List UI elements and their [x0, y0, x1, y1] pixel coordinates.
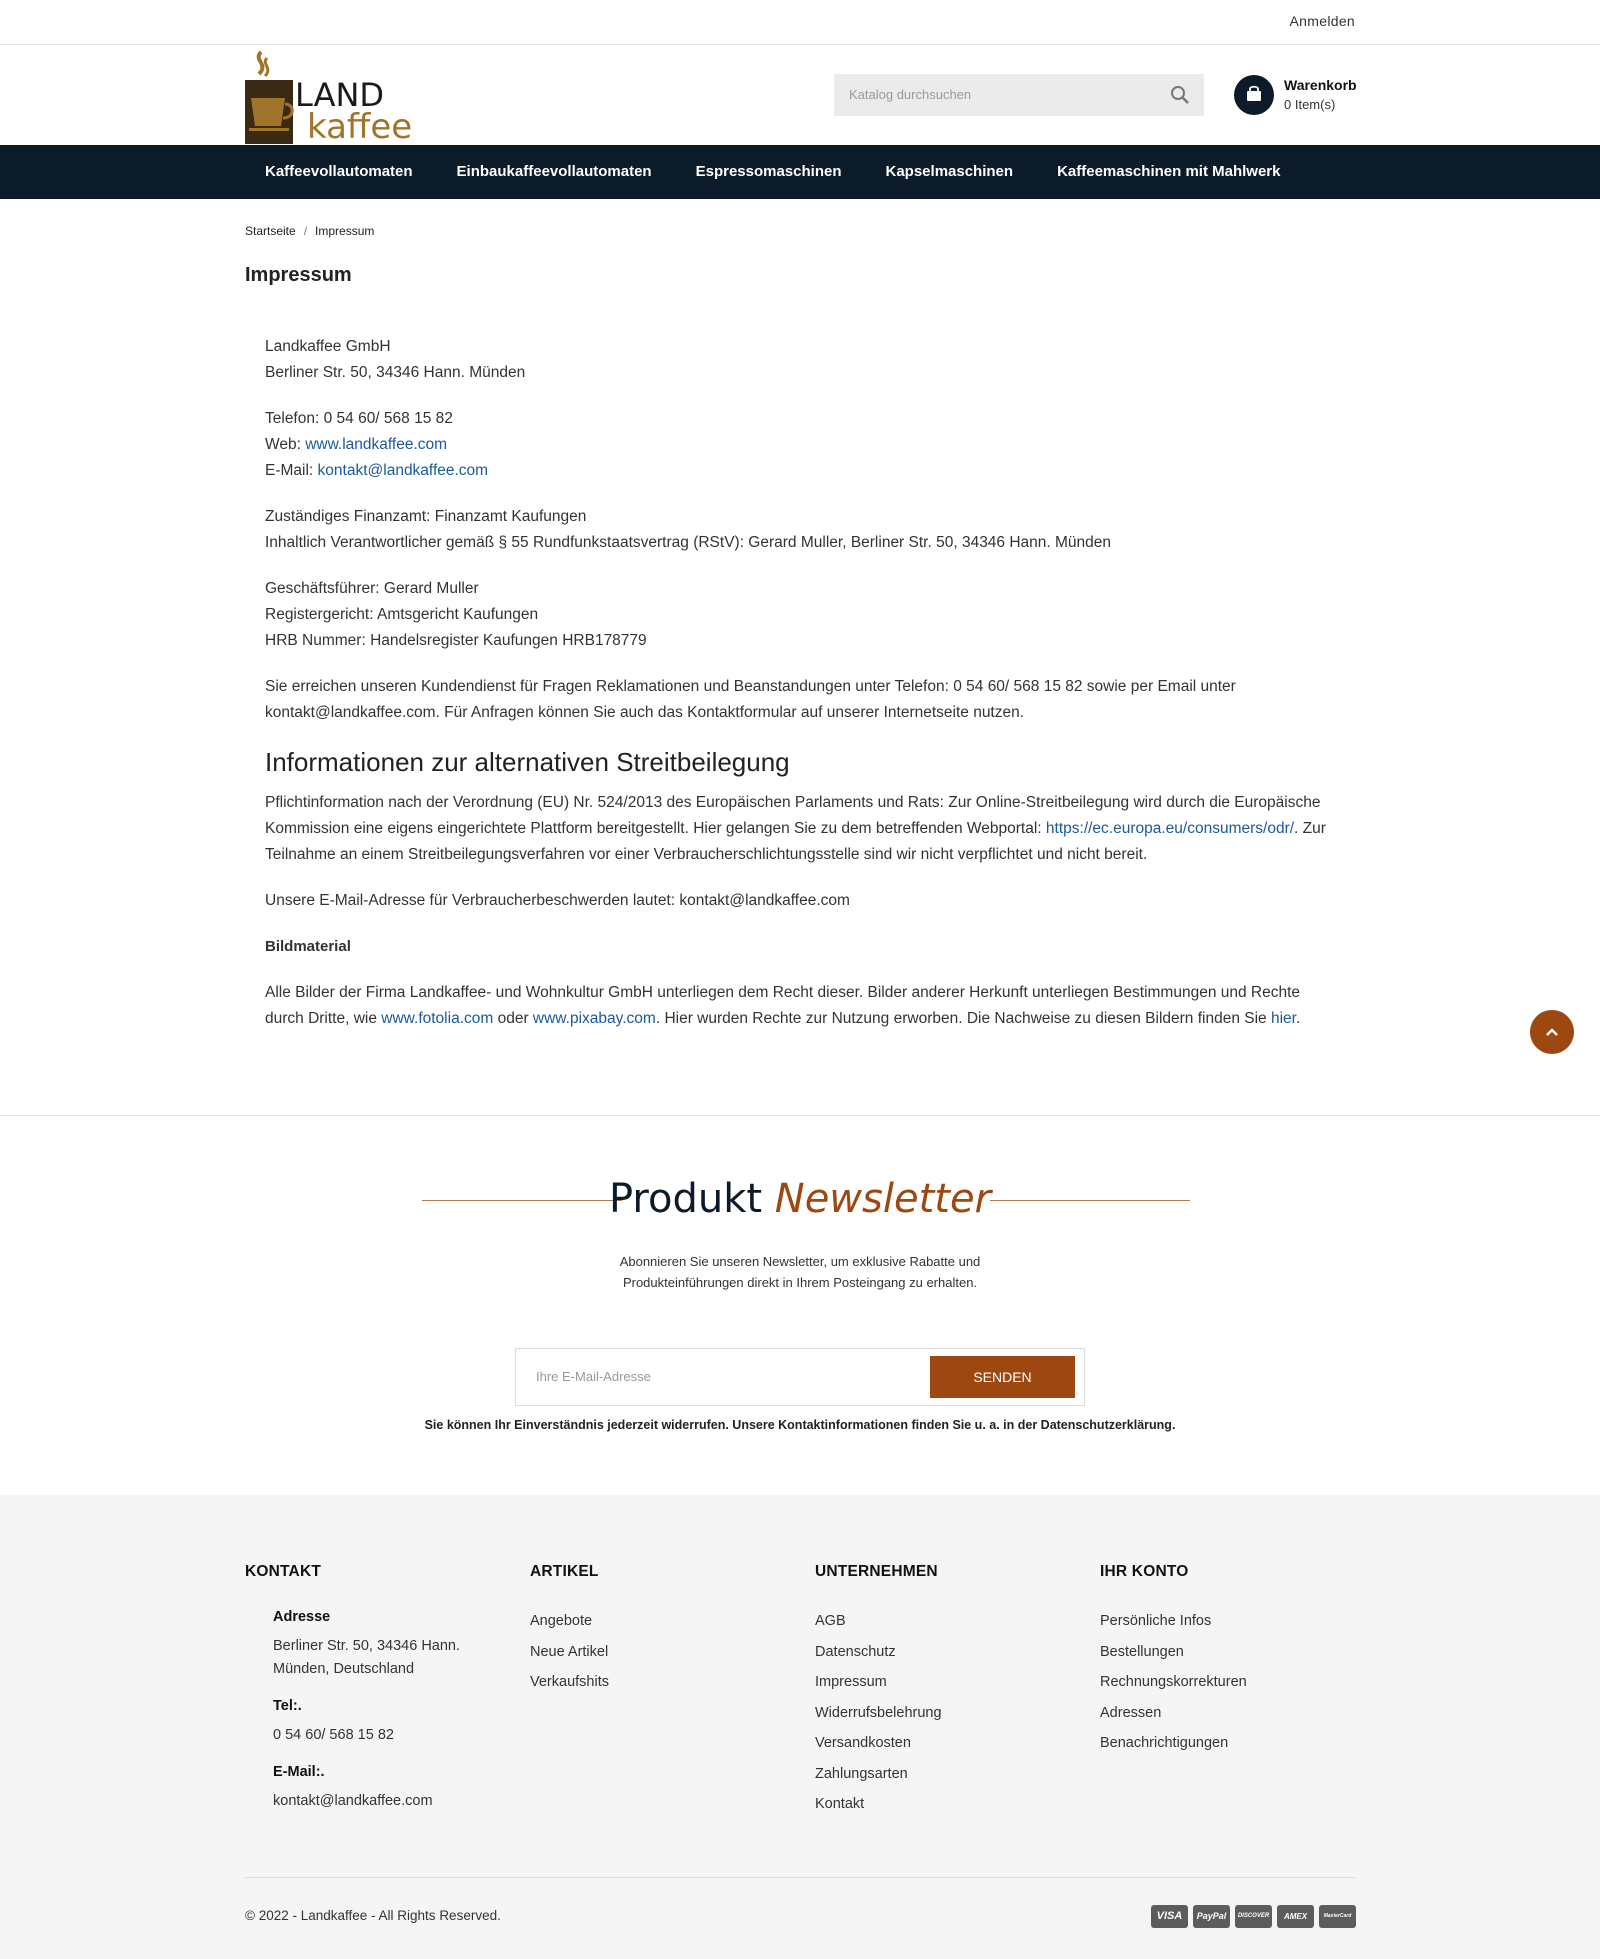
tax-block: Zuständiges Finanzamt: Finanzamt Kaufungen Inhaltlich Verantwortlicher gemäß § 55 Rundfunkstaatsvertrag (RStV): Gerard Muller, Berliner Str. 50, 34346 Hann. Münden	[265, 508, 1112, 551]
footer-link-angebote[interactable]: Angebote	[530, 1613, 593, 1629]
streit-heading: Informationen zur alternativen Streitbeilegung	[265, 747, 790, 777]
amex-icon: AMEX	[1277, 1905, 1314, 1928]
footer-link-neue-artikel[interactable]: Neue Artikel	[530, 1643, 609, 1660]
top-bar	[0, 0, 1600, 45]
nav-item-kapselmaschinen[interactable]: Kapselmaschinen	[885, 163, 1014, 180]
newsletter-title: Produkt Newsletter	[609, 1176, 991, 1222]
newsletter-consent-note: Sie können Ihr Einverständnis jederzeit widerrufen. Unsere Kontaktinformationen finden Sie u. a. in der Datenschutzerklärung.	[424, 1418, 1176, 1432]
footer-konto	[1100, 1563, 1360, 1759]
search-icon[interactable]	[1170, 85, 1190, 105]
shopping-bag-icon[interactable]	[1234, 75, 1274, 115]
landkaffee-logo[interactable]	[245, 48, 445, 144]
nav-item-espressomaschinen[interactable]: Espressomaschinen	[695, 163, 842, 180]
breadcrumb-home[interactable]: Startseite	[245, 224, 296, 238]
register-block: Geschäftsführer: Gerard Muller Registergericht: Amtsgericht Kaufungen HRB Nummer: Handelsregister Kaufungen HRB178779	[265, 580, 647, 649]
footer-link-versandkosten[interactable]: Versandkosten	[815, 1735, 911, 1751]
cart-count: 0 Item(s)	[1284, 97, 1336, 112]
footer-link-verkaufshits[interactable]: Verkaufshits	[530, 1674, 609, 1690]
beschwerde-text: Unsere E-Mail-Adresse für Verbraucherbeschwerden lautet: kontakt@landkaffee.com	[265, 892, 850, 909]
paypal-icon: PayPal	[1193, 1905, 1230, 1928]
footer-link-kontakt[interactable]: Kontakt	[815, 1796, 865, 1812]
impressum-content	[265, 334, 1340, 1052]
pixabay-link[interactable]: www.pixabay.com	[532, 1010, 656, 1027]
nav-item-einbaukaffeevollautomaten[interactable]: Einbaukaffeevollautomaten	[456, 163, 652, 180]
company-name: Landkaffee GmbH	[265, 338, 391, 355]
newsletter-submit-button[interactable]: SENDEN	[930, 1356, 1075, 1398]
footer-contact	[245, 1563, 505, 1813]
kundendienst-text: Sie erreichen unseren Kundendienst für Fragen Reklamationen und Beanstandungen unter Telefon: 0 54 60/ 568 15 82 sowie per Email unter kontakt@landkaffee.com. Für Anfragen können Sie auch das Kontaktformular auf unserer Internetseite nutzen.	[265, 678, 1236, 721]
visa-icon: VISA	[1151, 1905, 1188, 1928]
footer-link-agb[interactable]: AGB	[815, 1613, 846, 1629]
cart-label: Warenkorb	[1284, 77, 1357, 93]
streit-text: Pflichtinformation nach der Verordnung (EU) Nr. 524/2013 des Europäischen Parlaments und Rats: Zur Online-Streitbeilegung wird durch die Europäische Kommission eine eigens eingerichtete Plattform bereitgestellt. Hier gelangen Sie zu dem betreffenden Webportal: https://ec.europa.eu/consumers/odr/. Zur Teilnahme an einem Streitbeilegungsverfahren vor einer Verbraucherschlichtungsstelle sind wir nicht verpflichtet und nicht bereit.	[265, 794, 1326, 863]
main-nav	[0, 145, 1600, 199]
newsletter-email-input[interactable]: Ihre E-Mail-Adresse	[536, 1369, 651, 1384]
login-link[interactable]: Anmelden	[1289, 13, 1355, 29]
mastercard-icon: MasterCard	[1319, 1905, 1356, 1928]
nav-item-kaffeemaschinen-mit-mahlwerk[interactable]: Kaffeemaschinen mit Mahlwerk	[1057, 163, 1281, 180]
header	[245, 45, 1355, 145]
bildmaterial-text: Alle Bilder der Firma Landkaffee- und Wohnkultur GmbH unterliegen dem Recht dieser. Bilder anderer Herkunft unterliegen Bestimmungen und Rechte durch Dritte, wie www.fotolia.com oder www.pixabay.com. Hier wurden Rechte zur Nutzung erworben. Die Nachweise zu diesen Bildern finden Sie hier.	[265, 984, 1301, 1027]
address-label: Adresse	[273, 1609, 331, 1625]
footer-unternehmen	[815, 1563, 1075, 1820]
footer-link-adressen[interactable]: Adressen	[1100, 1704, 1162, 1721]
footer-unternehmen-heading: UNTERNEHMEN	[815, 1563, 938, 1580]
svg-text:LAND: LAND	[295, 76, 385, 114]
newsletter-description: Abonnieren Sie unseren Newsletter, um exklusive Rabatte und Produkteinführungen direkt in Ihrem Posteingang zu erhalten.	[619, 1254, 981, 1290]
footer-konto-heading: IHR KONTO	[1100, 1563, 1189, 1580]
web-link[interactable]: www.landkaffee.com	[305, 436, 448, 453]
tel-label: Tel:.	[273, 1698, 302, 1714]
fotolia-link[interactable]: www.fotolia.com	[381, 1010, 494, 1027]
footer-artikel-heading: ARTIKEL	[530, 1563, 599, 1580]
footer-contact-heading: KONTAKT	[245, 1563, 322, 1580]
svg-text:kaffee: kaffee	[307, 107, 413, 144]
footer-address: Berliner Str. 50, 34346 Hann. Münden, Deutschland	[273, 1638, 461, 1677]
company-address: Berliner Str. 50, 34346 Hann. Münden	[265, 364, 526, 381]
footer-divider	[245, 1877, 1355, 1878]
footer-email[interactable]: kontakt@landkaffee.com	[273, 1793, 433, 1809]
email-label: E-Mail:.	[273, 1764, 325, 1780]
email-link[interactable]: kontakt@landkaffee.com	[317, 462, 489, 479]
footer-link-impressum[interactable]: Impressum	[815, 1674, 887, 1690]
odr-link[interactable]: https://ec.europa.eu/consumers/odr/	[1045, 820, 1295, 837]
contact-block: Telefon: 0 54 60/ 568 15 82 Web: www.landkaffee.com E-Mail: kontakt@landkaffee.com	[265, 410, 489, 479]
footer-link-rechnungskorrekturen[interactable]: Rechnungskorrekturen	[1100, 1674, 1247, 1690]
breadcrumb-current: Impressum	[315, 224, 375, 238]
breadcrumb: Startseite / Impressum	[245, 224, 375, 238]
footer-link-persoenliche-infos[interactable]: Persönliche Infos	[1100, 1613, 1212, 1629]
search-bar[interactable]	[834, 74, 1204, 116]
copyright: © 2022 - Landkaffee - All Rights Reserved.	[245, 1908, 501, 1923]
nav-item-kaffeevollautomaten[interactable]: Kaffeevollautomaten	[265, 163, 413, 180]
payment-methods	[1151, 1905, 1356, 1928]
phone-text: Telefon: 0 54 60/ 568 15 82	[265, 410, 453, 427]
footer-link-datenschutz[interactable]: Datenschutz	[815, 1643, 896, 1660]
footer-link-bestellungen[interactable]: Bestellungen	[1100, 1643, 1184, 1660]
footer-link-benachrichtigungen[interactable]: Benachrichtigungen	[1100, 1735, 1229, 1751]
footer-artikel	[530, 1563, 790, 1698]
main-content	[245, 199, 1355, 1119]
newsletter-section	[0, 1115, 1600, 1495]
chevron-up-icon	[1544, 1024, 1560, 1040]
scroll-to-top-button[interactable]	[1530, 1010, 1574, 1054]
footer-link-zahlungsarten[interactable]: Zahlungsarten	[815, 1765, 908, 1782]
bildmaterial-heading: Bildmaterial	[265, 938, 351, 955]
footer	[0, 1495, 1600, 1959]
discover-icon: DISCOVER	[1235, 1905, 1272, 1928]
footer-link-widerrufsbelehrung[interactable]: Widerrufsbelehrung	[815, 1704, 942, 1721]
footer-phone: 0 54 60/ 568 15 82	[273, 1727, 394, 1743]
cart[interactable]	[1234, 75, 1355, 117]
page-title: Impressum	[245, 264, 352, 286]
search-input[interactable]: Katalog durchsuchen	[849, 87, 972, 102]
newsletter-form	[515, 1348, 1085, 1406]
hier-link[interactable]: hier	[1270, 1010, 1296, 1027]
company-block	[265, 334, 1340, 386]
